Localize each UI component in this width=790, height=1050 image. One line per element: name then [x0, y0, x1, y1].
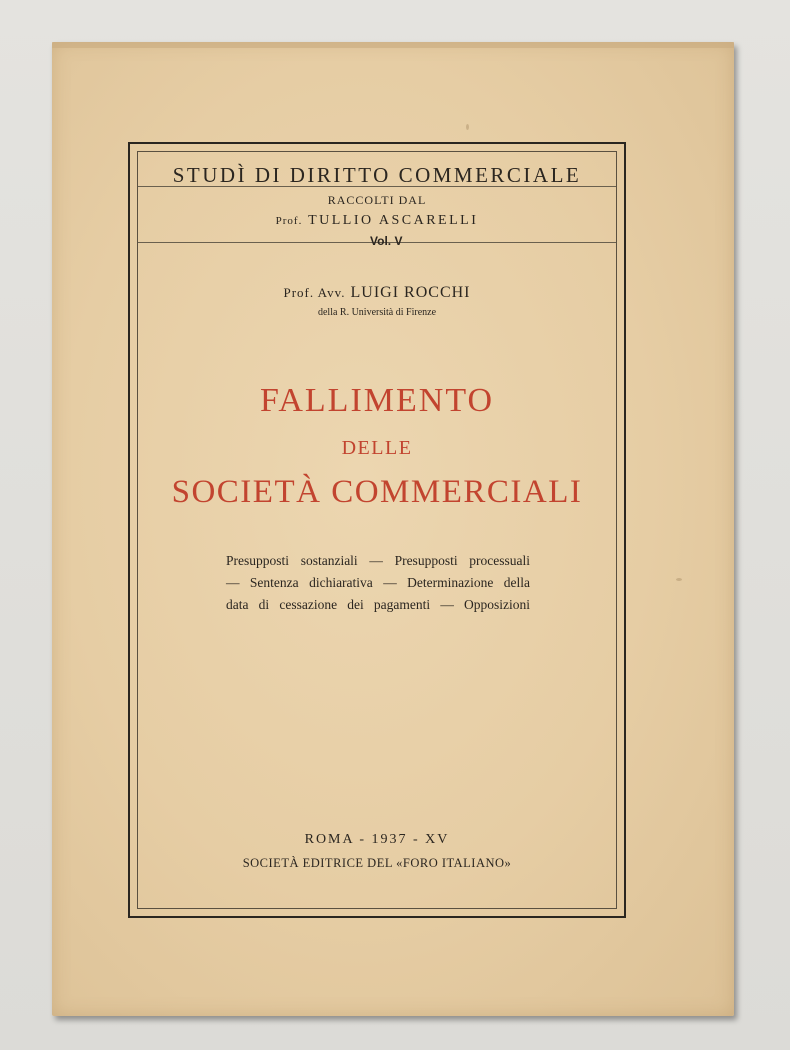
title-line-1: FALLIMENTO [259, 382, 495, 419]
topics-line: — Sentenza dichiarativa — Determinazione della [226, 575, 530, 590]
author-name: LUIGI ROCCHI [350, 284, 471, 301]
collected-by: RACCOLTI DAL [327, 193, 427, 207]
cover-frame-inner [137, 151, 617, 909]
title-line-2: DELLE [341, 437, 413, 459]
volume-label: Vol. V [370, 234, 403, 248]
topics-line: Presupposti sostanziali — Presupposti processuali [226, 553, 530, 568]
series-title: STUDÌ DI DIRITTO COMMERCIALE [172, 163, 582, 187]
paper-mark [676, 578, 682, 581]
title-line-3: SOCIETÀ COMMERCIALI [171, 474, 583, 510]
publisher: SOCIETÀ EDITRICE DEL «FORO ITALIANO» [242, 856, 512, 870]
place-year: ROMA - 1937 - XV [304, 832, 450, 847]
editor-name: TULLIO ASCARELLI [308, 213, 479, 228]
author-prefix: Prof. Avv. [283, 285, 346, 300]
author-line [128, 284, 626, 302]
editor-prefix: Prof. [275, 215, 303, 227]
topics-block [226, 550, 530, 616]
topics-line: data di cessazione dei pagamenti — Opposizioni [226, 597, 530, 612]
editor-line [128, 213, 626, 229]
cover-top-edge [52, 42, 734, 48]
author-affiliation: della R. Università di Firenze [317, 307, 437, 318]
paper-mark [466, 124, 469, 130]
